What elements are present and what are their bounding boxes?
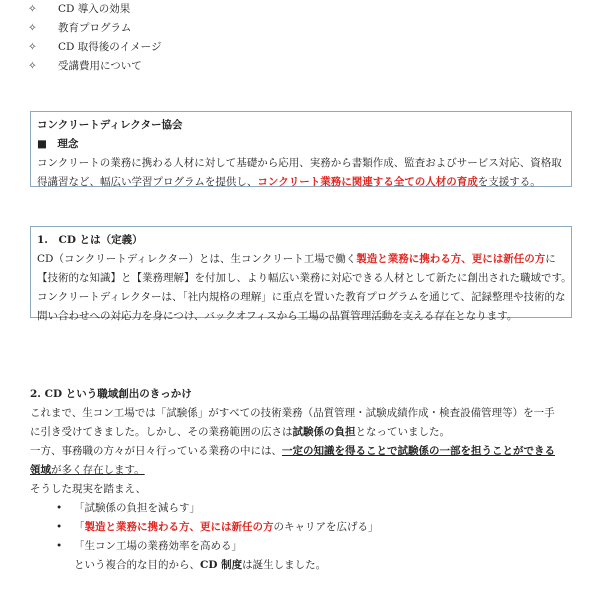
org-text-line: コンクリートの業務に携わる人材に対して基礎から応用、実務から書類作成、監査およびサービス対応、資格取 <box>37 157 562 169</box>
section-origin <box>30 385 575 575</box>
toc-item: ✧ 教育プログラム <box>28 19 161 38</box>
section2-title: 2. CD という職域創出のきっかけ <box>30 388 192 400</box>
diamond-bullet-icon: ✧ <box>28 60 37 72</box>
org-title: コンクリートディレクター協会 <box>37 119 183 131</box>
org-subhead: ■ 理念 <box>37 138 79 150</box>
list-item: • 「試験係の負担を減らす」 <box>56 499 575 518</box>
toc-list <box>28 0 161 76</box>
toc-item: ✧ CD 取得後のイメージ <box>28 38 161 57</box>
org-text-line: 得講習など、幅広い学習プログラムを提供し、コンクリート業務に関連する全ての人材の育成を支援する。 <box>37 176 541 188</box>
bullet-icon: • <box>56 521 63 533</box>
toc-item: ✧ CD 導入の効果 <box>28 0 161 19</box>
section2-line: 一方、事務職の方々が日々行っている業務の中には、一定の知識を得ることで試験係の一部を担うことができる <box>30 445 555 457</box>
toc-item: ✧ 受講費用について <box>28 57 161 76</box>
bullet-icon: • <box>56 540 63 552</box>
section2-line: 領域が多く存在します。 <box>30 464 145 476</box>
goal-list <box>56 499 575 575</box>
section2-line: そうした現実を踏まえ、 <box>30 483 147 495</box>
diamond-bullet-icon: ✧ <box>28 3 37 15</box>
definition-box <box>30 226 572 322</box>
diamond-bullet-icon: ✧ <box>28 22 37 34</box>
organization-box <box>30 111 572 187</box>
conclusion-line: という複合的な目的から、CD 制度は誕生しました。 <box>74 559 327 571</box>
definition-line: CD（コンクリートディレクター）とは、生コンクリート工場で働く製造と業務に携わる方、更には新任の方に <box>37 253 556 265</box>
section2-line: に引き受けてきました。しかし、その業務範囲の広さは試験係の負担となっていました。 <box>30 426 450 438</box>
list-item: • 「製造と業務に携わる方、更には新任の方のキャリアを広げる」 <box>56 518 575 537</box>
definition-line: 【技術的な知識】と【業務理解】を付加し、より幅広い業務に対応できる人材として新たに創出された職域です。 <box>37 272 572 284</box>
definition-line: 問い合わせへの対応力を身につけ、バックオフィスから工場の品質管理活動を支える存在となります。 <box>37 310 518 322</box>
definition-line: コンクリートディレクターは、「社内規格の理解」に重点を置いた教育プログラムを通じて、記録整理や技術的な <box>37 291 566 303</box>
definition-title: 1. CD とは（定義） <box>37 234 143 246</box>
section2-line: これまで、生コン工場では「試験係」がすべての技術業務（品質管理・試験成績作成・検査設備管理等）を一手 <box>30 407 555 419</box>
diamond-bullet-icon: ✧ <box>28 41 37 53</box>
list-item: • 「生コン工場の業務効率を高める」 <box>56 537 575 556</box>
bullet-icon: • <box>56 502 63 514</box>
